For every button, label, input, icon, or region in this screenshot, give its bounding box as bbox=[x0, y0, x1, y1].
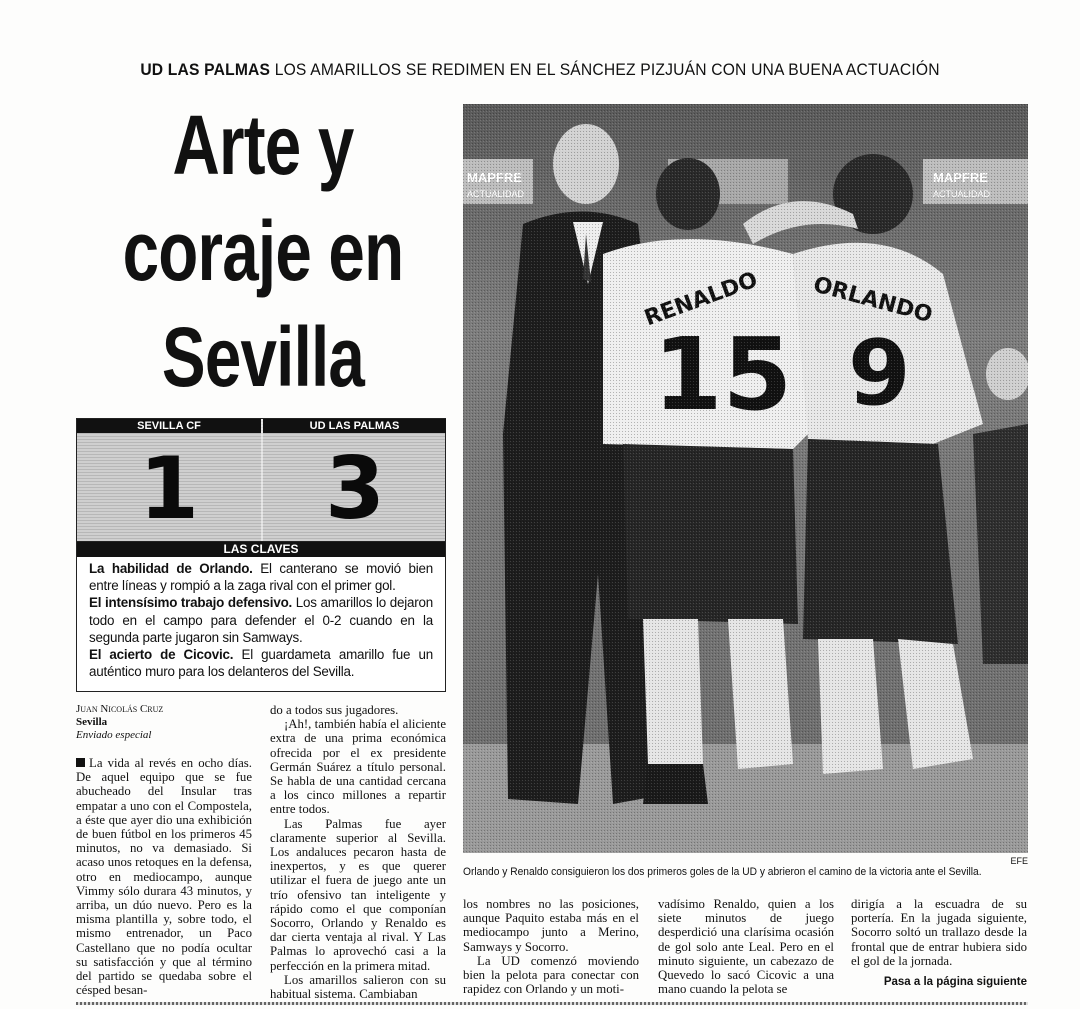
article-text: Los amarillos salieron con su habitual sistema. Cambiaban bbox=[270, 972, 446, 1002]
article-text: La vida al revés en ocho días. De aquel equipo que se fue abucheado del Insular tras empatar a uno con el Compostela, a éste que ayer dio una exhibición de buen fútbol en los primeros 45 minutos, no va demasiado. Si acaso unos retoques en la defensa, otro en mediocampo, aunque Vimmy sólo durara 43 minutos, y arriba, un dúo nuevo. Pero es la misma plantilla y, sobre todo, el mismo entrenador, un Paco Castellano que no podía ocultar su satisfacción y que al término del partido se quedaba sobre el césped besan- bbox=[76, 756, 252, 998]
home-team-label: SEVILLA CF bbox=[77, 419, 261, 433]
article-text: Las Palmas fue ayer claramente superior al Sevilla. Los andaluces pecaron hasta de inexpertos, y es que querer utilizar el fuera de juego ante un trío ofensivo tan inteligente y rápido como el que componían Socorro, Orlando y Renaldo es dar cierta ventaja al rival. Y Las Palmas lo aprovechó casi a la perfección en la primera mitad. bbox=[270, 816, 446, 973]
article-column-4 bbox=[658, 897, 834, 996]
key-point-lead: La habilidad de Orlando. bbox=[89, 561, 253, 576]
article-column-1 bbox=[76, 756, 252, 997]
byline bbox=[76, 703, 261, 742]
article-text: dirigía a la escuadra de su portería. En la jugada siguiente, Socorro soltó un trallazo desde la frontal que de entrar hubiera sido el gol de la jornada. bbox=[851, 897, 1027, 968]
headline-line-1: Arte y bbox=[172, 98, 354, 192]
news-photo bbox=[463, 104, 1028, 853]
paragraph-square-icon bbox=[76, 758, 85, 767]
article-text: ¡Ah!, también había el aliciente extra de una prima económica ofrecida por el ex presidente Germán Suárez a título personal. Se habla de una cantidad cercana a los cinco millones a repartir entre todos. bbox=[270, 717, 446, 817]
headline-line-3: Sevilla bbox=[161, 310, 365, 404]
dateline-city: Sevilla bbox=[76, 716, 108, 728]
key-point-text: El canterano se movió bien entre líneas y rompió a la zaga rival con el primer gol. bbox=[89, 561, 433, 594]
home-score: 1 bbox=[139, 439, 199, 539]
key-point-text: El guardameta amarillo fue un auténtico muro para los delanteros del Sevilla. bbox=[89, 647, 433, 680]
key-point-lead: El acierto de Cicovic. bbox=[89, 647, 234, 663]
article-text: La UD comenzó moviendo bien la pelota para conectar con rapidez con Orlando y un moti- bbox=[463, 953, 639, 997]
article-text: vadísimo Renaldo, quien a los siete minutos de juego desperdició una clarísima ocasión de gol solo ante Leal. Pero en el minuto siguiente, un cabezazo de Quevedo lo sacó Cicovic a una mano cuando la pelota se bbox=[658, 897, 834, 997]
key-points-box bbox=[76, 541, 446, 692]
section-name: UD LAS PALMAS bbox=[140, 60, 271, 79]
continue-link[interactable]: Pasa a la página siguiente bbox=[883, 976, 1027, 988]
away-team-label: UD LAS PALMAS bbox=[263, 419, 446, 433]
author-name: Juan Nicolás Cruz bbox=[76, 703, 164, 715]
author-role: Enviado especial bbox=[76, 729, 152, 741]
kicker-subtitle: LOS AMARILLOS SE REDIMEN EN EL SÁNCHEZ PIZJUÁN CON UNA BUENA ACTUACIÓN bbox=[274, 60, 940, 79]
headline bbox=[119, 92, 408, 410]
photo-illustration bbox=[463, 104, 1028, 853]
scoreboard bbox=[76, 418, 446, 543]
article-text: do a todos sus jugadores. bbox=[270, 703, 399, 717]
section-kicker bbox=[43, 60, 1037, 80]
key-point-lead: El intensísimo trabajo defensivo. bbox=[89, 595, 293, 611]
key-points-title: LAS CLAVES bbox=[77, 542, 445, 558]
key-points-body bbox=[77, 558, 445, 680]
photo-credit: EFE bbox=[1010, 856, 1028, 866]
article-column-3 bbox=[463, 897, 639, 996]
article-column-5 bbox=[851, 897, 1027, 968]
away-score: 3 bbox=[325, 439, 385, 539]
key-point-text: Los amarillos lo dejaron todo en el campo para defender el 0-2 cuando en la segunda parte jugaron sin Samways. bbox=[89, 595, 433, 645]
article-text: los nombres no las posiciones, aunque Paquito estaba más en el mediocampo junto a Merino, Samways y Socorro. bbox=[463, 897, 639, 954]
photo-caption: Orlando y Renaldo consiguieron los dos primeros goles de la UD y abrieron el camino de la victoria ante el Sevilla. bbox=[463, 866, 982, 878]
headline-line-2: coraje en bbox=[122, 204, 404, 298]
bottom-rule bbox=[76, 1002, 1028, 1005]
article-column-2 bbox=[270, 703, 446, 1001]
